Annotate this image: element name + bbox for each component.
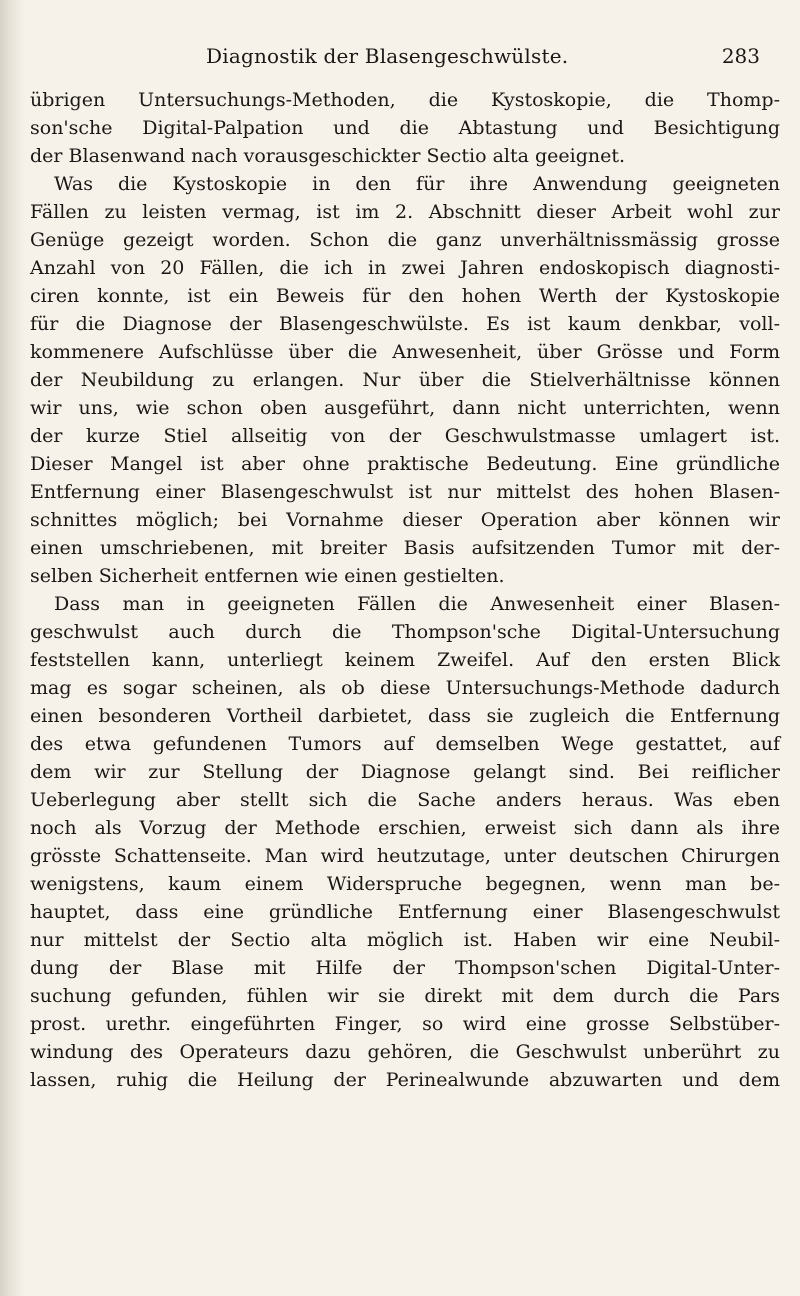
text-line: suchung gefunden, fühlen wir sie direkt mit dem durch die Pars [30,985,780,1007]
text-line: Anzahl von 20 Fällen, die ich in zwei Jahren endoskopisch diagnosti- [30,257,780,279]
text-line: noch als Vorzug der Methode erschien, erweist sich dann als ihre [30,817,780,839]
book-page [30,0,792,1296]
body-text [30,86,780,1094]
binding-shadow [0,0,26,1296]
running-title: Diagnostik der Blasengeschwülste. [206,44,569,68]
text-line: dung der Blase mit Hilfe der Thompson'schen Digital-Unter- [30,957,780,979]
text-line: mag es sogar scheinen, als ob diese Untersuchungs-Methode dadurch [30,677,780,699]
text-line: wenigstens, kaum einem Widerspruche begegnen, wenn man be- [30,873,780,895]
text-line: der Neubildung zu erlangen. Nur über die Stielverhältnisse können [30,369,780,391]
text-line: für die Diagnose der Blasengeschwülste. Es ist kaum denkbar, voll- [30,313,780,335]
text-line: prost. urethr. eingeführten Finger, so wird eine grosse Selbstüber- [30,1013,780,1035]
text-line: windung des Operateurs dazu gehören, die Geschwulst unberührt zu [30,1041,780,1063]
text-line: geschwulst auch durch die Thompson'sche Digital-Untersuchung [30,621,780,643]
text-line: wir uns, wie schon oben ausgeführt, dann nicht unterrichten, wenn [30,397,780,419]
text-line: son'sche Digital-Palpation und die Abtastung und Besichtigung [30,117,780,139]
text-line: Dieser Mangel ist aber ohne praktische Bedeutung. Eine gründliche [30,453,780,475]
text-line: hauptet, dass eine gründliche Entfernung einer Blasengeschwulst [30,901,780,923]
text-line: schnittes möglich; bei Vornahme dieser Operation aber können wir [30,509,780,531]
text-line: selben Sicherheit entfernen wie einen gestielten. [30,565,505,587]
text-line: Fällen zu leisten vermag, ist im 2. Abschnitt dieser Arbeit wohl zur [30,201,780,223]
text-line: Dass man in geeigneten Fällen die Anwesenheit einer Blasen- [54,593,780,615]
text-line: Entfernung einer Blasengeschwulst ist nur mittelst des hohen Blasen- [30,481,780,503]
text-line: Genüge gezeigt worden. Schon die ganz unverhältnissmässig grosse [30,229,780,251]
page-number: 283 [721,44,760,68]
text-line: feststellen kann, unterliegt keinem Zweifel. Auf den ersten Blick [30,649,780,671]
text-line: lassen, ruhig die Heilung der Perinealwunde abzuwarten und dem [30,1069,780,1091]
text-line: nur mittelst der Sectio alta möglich ist. Haben wir eine Neubil- [30,929,780,951]
text-line: kommenere Aufschlüsse über die Anwesenheit, über Grösse und Form [30,341,780,363]
text-line: übrigen Untersuchungs-Methoden, die Kystoskopie, die Thomp- [30,89,780,111]
text-line: des etwa gefundenen Tumors auf demselben Wege gestattet, auf [30,733,780,755]
running-head [30,44,780,84]
text-line: dem wir zur Stellung der Diagnose gelangt sind. Bei reiflicher [30,761,780,783]
text-line: der kurze Stiel allseitig von der Geschwulstmasse umlagert ist. [30,425,780,447]
text-line: grösste Schattenseite. Man wird heutzutage, unter deutschen Chirurgen [30,845,780,867]
text-line: Ueberlegung aber stellt sich die Sache anders heraus. Was eben [30,789,780,811]
text-line: der Blasenwand nach vorausgeschickter Sectio alta geeignet. [30,145,626,167]
text-line: einen besonderen Vortheil darbietet, dass sie zugleich die Entfernung [30,705,780,727]
text-line: einen umschriebenen, mit breiter Basis aufsitzenden Tumor mit der- [30,537,780,559]
text-line: ciren konnte, ist ein Beweis für den hohen Werth der Kystoskopie [30,285,780,307]
text-line: Was die Kystoskopie in den für ihre Anwendung geeigneten [54,173,780,195]
